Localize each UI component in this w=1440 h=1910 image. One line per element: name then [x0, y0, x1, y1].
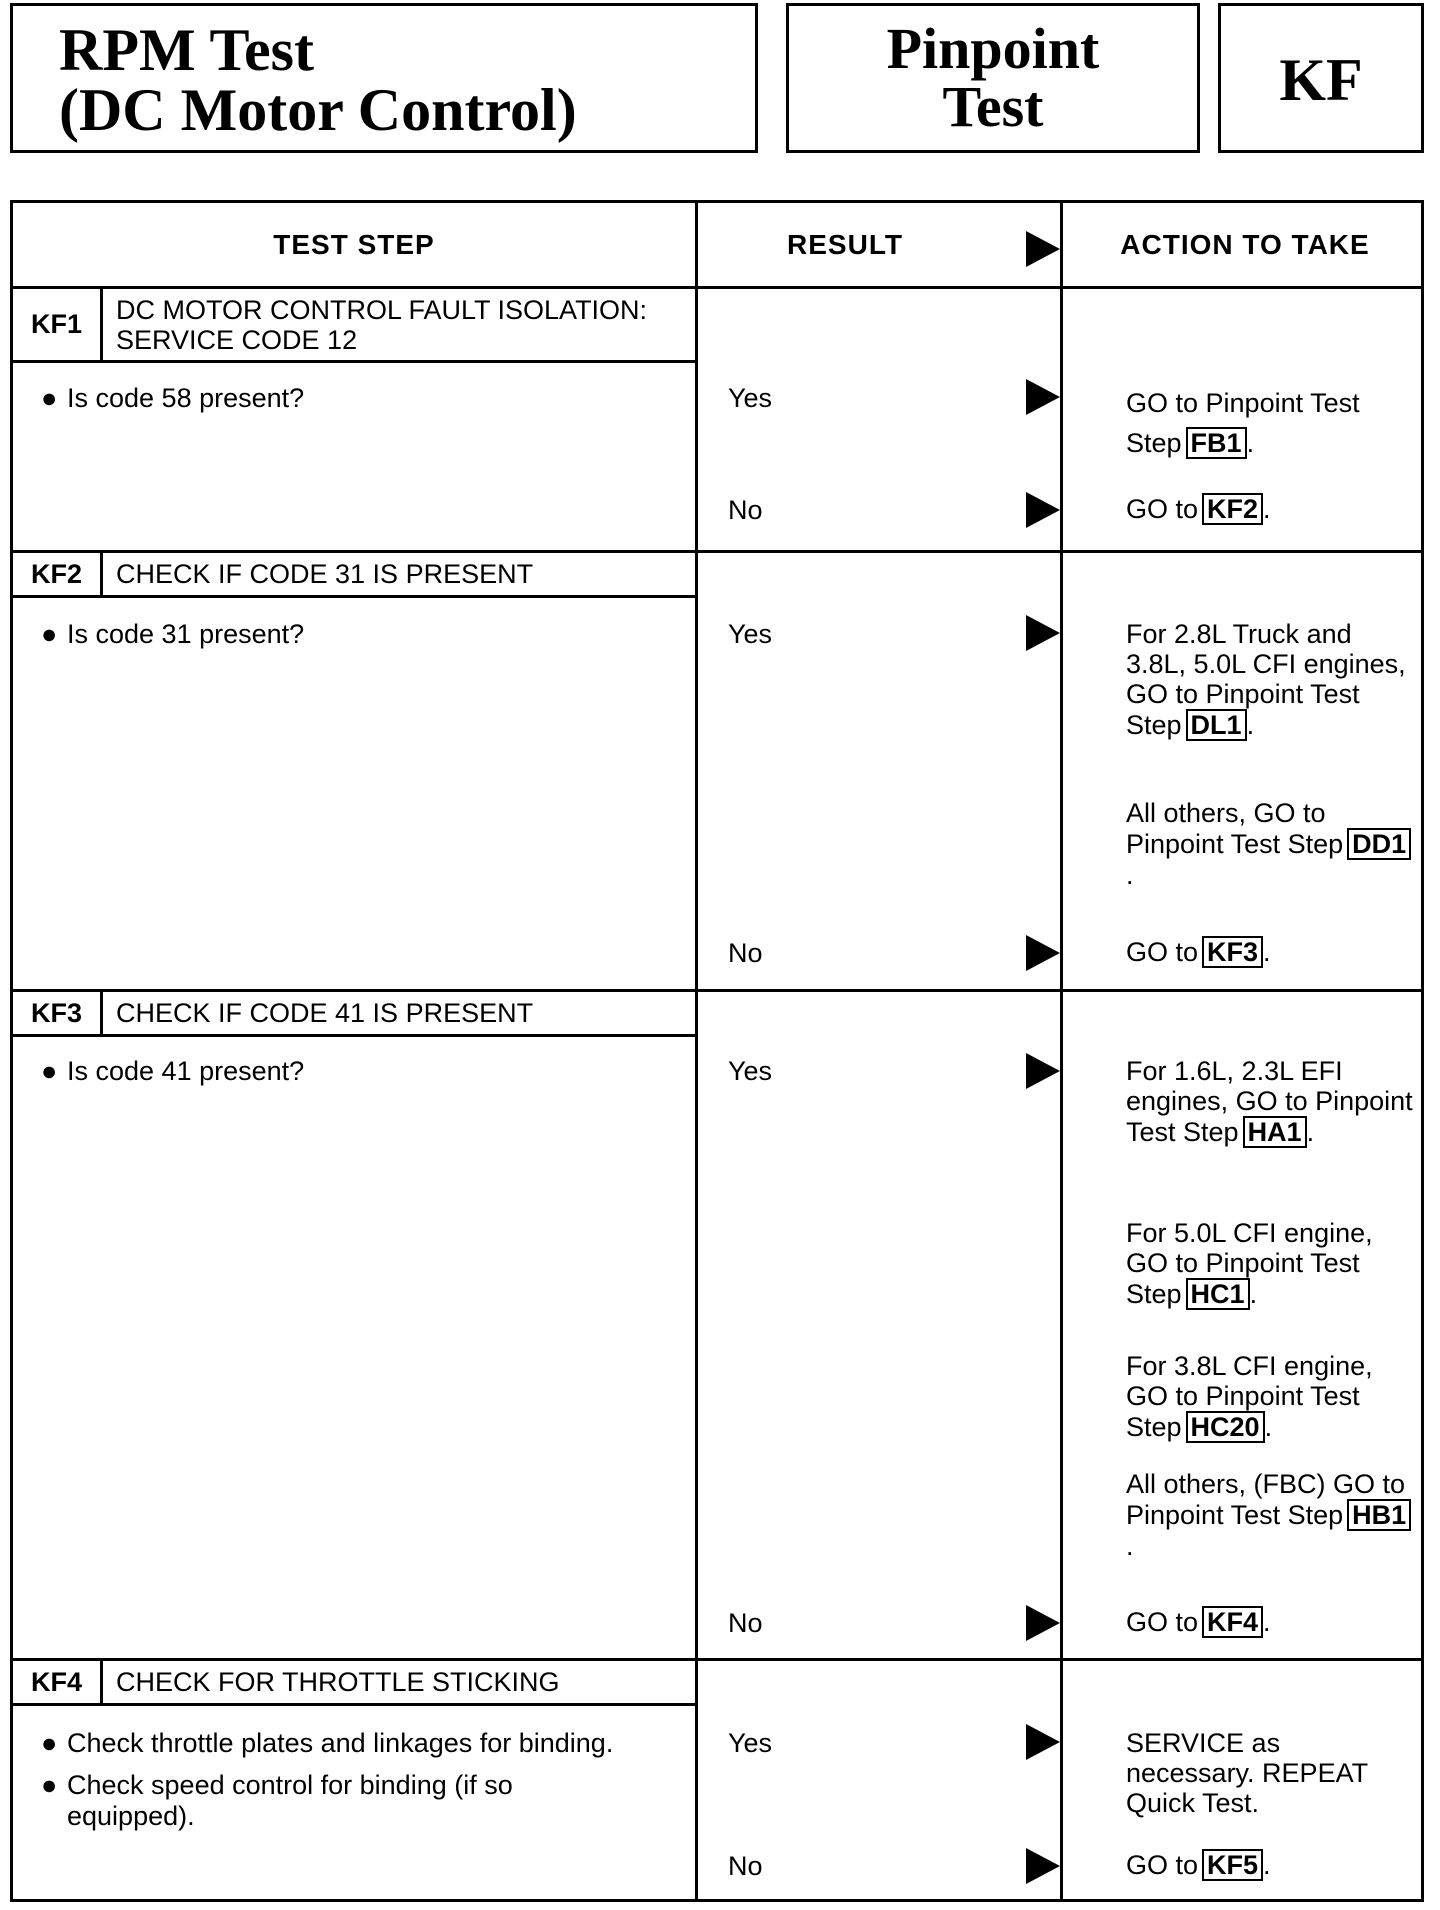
step-ref: DL1 [1186, 709, 1247, 741]
result-no: No [728, 938, 763, 968]
action-no: GO to KF3 . [1126, 937, 1271, 967]
step-id: KF3 [13, 992, 103, 1034]
step-ref: KF3 [1202, 936, 1263, 968]
step-ref: HB1 [1347, 1499, 1411, 1531]
step-question-2: ● Check speed control for binding (if so equipped). [41, 1770, 513, 1831]
action-yes: GO to Pinpoint Test Step FB1 . [1126, 388, 1360, 458]
step-header-kf2 [13, 553, 695, 598]
step-ref: KF5 [1202, 1849, 1263, 1881]
action-yes-2: All others, GO to Pinpoint Test Step DD1. [1126, 798, 1416, 890]
step-ref: HA1 [1243, 1116, 1307, 1148]
action-yes-4: All others, (FBC) GO to Pinpoint Test Step HB1. [1126, 1469, 1416, 1561]
column-header-result: RESULT [787, 229, 903, 260]
action-yes-3: For 3.8L CFI engine, GO to Pinpoint Test Step HC20 . [1126, 1351, 1373, 1442]
result-arrow-icon [1026, 615, 1060, 651]
column-header-test-step: TEST STEP [273, 229, 435, 260]
action-yes-1: For 1.6L, 2.3L EFI engines, GO to Pinpoint Test Step HA1 . [1126, 1056, 1413, 1147]
action-yes-2: For 5.0L CFI engine, GO to Pinpoint Test Step HC1 . [1126, 1218, 1373, 1309]
result-arrow-icon [1026, 492, 1060, 528]
step-question-1: ● Check throttle plates and linkages for binding. [41, 1728, 614, 1758]
step-question: ● Is code 41 present? [41, 1056, 305, 1086]
step-header-kf3 [13, 992, 695, 1037]
step-header-kf1 [13, 289, 695, 363]
result-yes: Yes [728, 619, 773, 649]
result-yes: Yes [728, 1728, 773, 1758]
test-type-box [786, 3, 1200, 153]
step-ref: FB1 [1186, 427, 1247, 459]
step-header-kf4 [13, 1661, 695, 1706]
step-title: CHECK FOR THROTTLE STICKING [116, 1667, 560, 1697]
column-divider-2 [1060, 203, 1063, 1899]
test-code: KF [1279, 47, 1363, 113]
title-box [10, 3, 758, 153]
action-yes: SERVICE as necessary. REPEAT Quick Test. [1126, 1728, 1368, 1818]
step-id: KF2 [13, 553, 103, 595]
result-arrow-icon [1026, 1053, 1060, 1089]
action-no: GO to KF2 . [1126, 494, 1271, 524]
result-arrow-icon [1026, 1724, 1060, 1760]
step-id: KF4 [13, 1661, 103, 1703]
result-arrow-icon [1026, 1605, 1060, 1641]
step-ref: HC1 [1186, 1278, 1250, 1310]
action-no: GO to KF5 . [1126, 1850, 1271, 1880]
result-no: No [728, 495, 763, 525]
step-ref: HC20 [1186, 1411, 1265, 1443]
result-yes: Yes [728, 383, 773, 413]
test-type: Pinpoint Test [886, 16, 1100, 139]
column-header-action: ACTION TO TAKE [1120, 229, 1370, 260]
page-title: RPM Test (DC Motor Control) [59, 17, 577, 143]
step-title: CHECK IF CODE 31 IS PRESENT [116, 559, 534, 589]
test-table [10, 200, 1424, 1902]
action-no: GO to KF4 . [1126, 1607, 1271, 1637]
step-ref: KF2 [1202, 493, 1263, 525]
step-id: KF1 [13, 289, 103, 360]
result-no: No [728, 1851, 763, 1881]
result-arrow-icon [1026, 231, 1060, 267]
result-no: No [728, 1608, 763, 1638]
result-arrow-icon [1026, 379, 1060, 415]
step-question: ● Is code 31 present? [41, 619, 305, 649]
step-title: DC MOTOR CONTROL FAULT ISOLATION: SERVICE CODE 12 [116, 295, 648, 355]
step-question: ● Is code 58 present? [41, 383, 305, 413]
step-ref: KF4 [1202, 1606, 1263, 1638]
step-ref: DD1 [1347, 828, 1411, 860]
action-yes-1: For 2.8L Truck and 3.8L, 5.0L CFI engines, GO to Pinpoint Test Step DL1 . [1126, 619, 1406, 740]
test-code-box [1218, 3, 1424, 153]
result-yes: Yes [728, 1056, 773, 1086]
column-divider-1 [695, 203, 698, 1899]
result-arrow-icon [1026, 935, 1060, 971]
result-arrow-icon [1026, 1848, 1060, 1884]
step-title: CHECK IF CODE 41 IS PRESENT [116, 998, 534, 1028]
